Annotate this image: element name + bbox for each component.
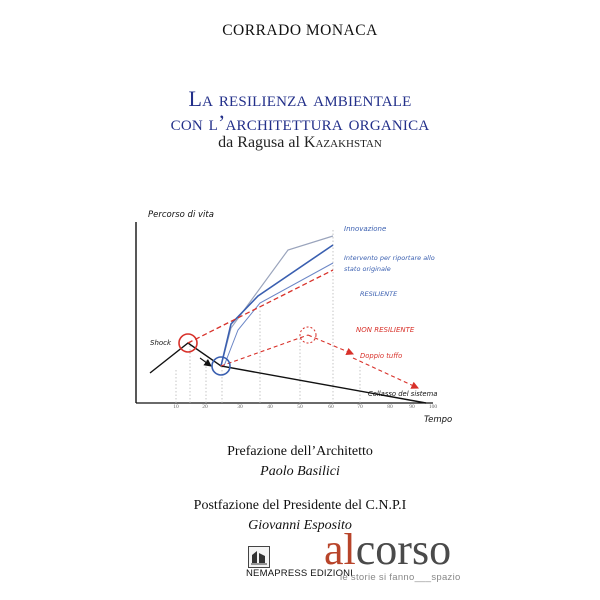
x-tick-label: 10 [173,404,179,410]
red-dashed-bottom [353,358,418,388]
x-tick-label: 100 [428,404,438,410]
brand-tagline: le storie si fanno___spazio [340,572,461,583]
publisher-logo-icon [248,546,270,568]
shock-label: Shock [150,339,172,347]
brand-logo-al: al [324,525,356,574]
resilient-blue-path [221,245,333,366]
x-tick-label: 20 [202,404,208,410]
red-dashed-upper [188,270,333,343]
x-tick-label: 70 [357,404,363,410]
x-tick-label: 60 [328,404,334,410]
intervento-label-line2: stato originale [344,265,391,273]
red-dashed-double-dip [308,335,353,354]
descent-arrow [200,358,211,366]
title-line-1: La resilienza ambientale [188,86,412,111]
brand-logo-corso: corso [355,525,452,574]
non-resiliente-label: NON RESILIENTE [356,326,415,334]
preface-line: Prefazione dell’Architetto [227,444,373,459]
subtitle [0,134,600,152]
postface-author: Giovanni Esposito [248,518,352,533]
title-line-2: con l’architettura organica [170,110,430,135]
subtitle-place: Kazakhstan [303,134,382,151]
intervento-label-line1: Intervento per riportare allo [344,254,435,262]
author-name: CORRADO MONACA [222,22,378,39]
x-axis-label: Tempo [424,415,453,425]
x-tick-label: 30 [237,404,243,410]
resiliente-label: RESILIENTE [360,290,398,298]
brand-logo [324,525,452,574]
preface-author: Paolo Basilici [260,464,340,479]
y-axis-label: Percorso di vita [148,210,214,220]
publisher-name: NEMAPRESS EDIZIONI [246,568,354,579]
postface-line: Postfazione del Presidente del C.N.P.I [193,498,407,513]
collasso-label: Collasso del sistema [368,390,438,398]
innovazione-label: Innovazione [344,225,387,233]
resilience-diagram [128,200,468,425]
x-tick-label: 80 [387,404,393,410]
x-tick-label: 90 [409,404,415,410]
doppio-tuffo-label: Doppio tuffo [360,352,403,360]
x-tick-label: 50 [297,404,303,410]
subtitle-main: da Ragusa al [218,134,304,151]
x-tick-label: 40 [267,404,273,410]
